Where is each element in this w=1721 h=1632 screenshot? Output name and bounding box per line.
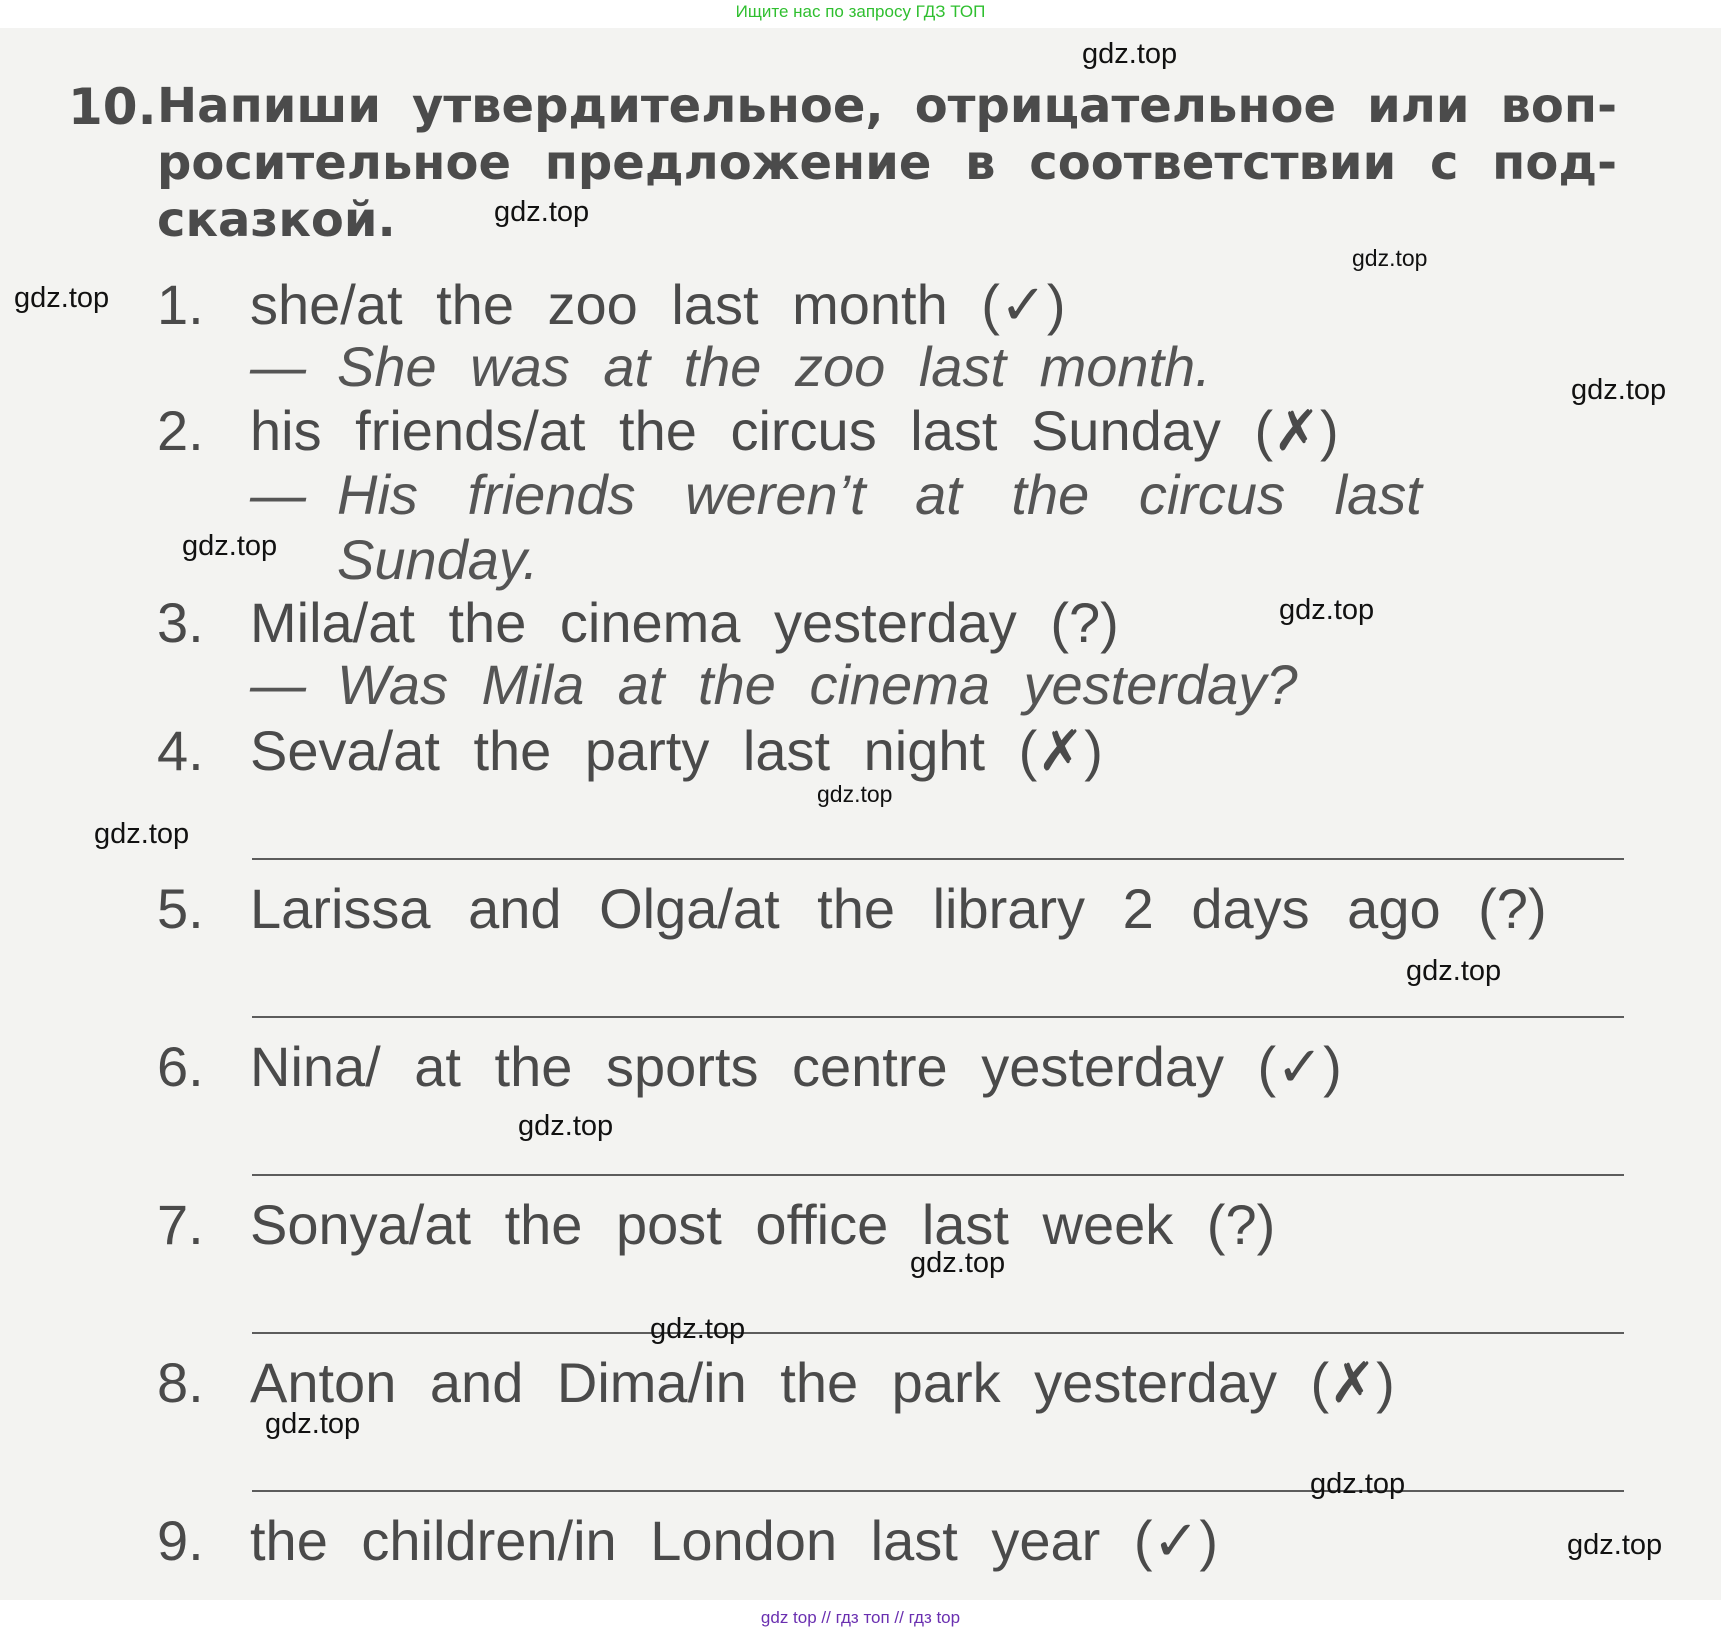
item-number: 8. [157, 1351, 204, 1414]
watermark: gdz.top [650, 1313, 746, 1345]
answer-text: His friends weren’t at the circus last [337, 463, 1422, 526]
item-number: 2. [157, 399, 204, 462]
watermark: gdz.top [14, 282, 110, 314]
task-instruction-line-1: Напиши утвердительное, отрицательное или воп- [157, 78, 1617, 134]
answer-blank-line[interactable] [252, 1332, 1624, 1334]
watermark: gdz.top [182, 530, 278, 562]
answer-blank-line[interactable] [252, 1016, 1624, 1018]
item-prompt: Nina/ at the sports centre yesterday (✓) [250, 1035, 1342, 1098]
watermark: gdz.top [817, 781, 893, 807]
answer-text: Was Mila at the cinema yesterday? [337, 653, 1298, 716]
item-number: 1. [157, 273, 204, 336]
watermark: gdz.top [1082, 38, 1178, 70]
item-prompt: Seva/at the party last night (✗) [250, 719, 1103, 782]
answer-dash: — [250, 653, 306, 716]
item-number: 7. [157, 1193, 204, 1256]
item-prompt: Larissa and Olga/at the library 2 days ago (?) [250, 877, 1547, 940]
watermark: gdz.top [1567, 1529, 1663, 1561]
item-answer [250, 334, 1620, 399]
answer-blank-line[interactable] [252, 1174, 1624, 1176]
task-number: 10. [68, 78, 157, 136]
answer-dash: — [250, 335, 306, 398]
item-number: 4. [157, 719, 204, 782]
watermark: gdz.top [910, 1247, 1006, 1279]
item-number: 3. [157, 591, 204, 654]
item-prompt: she/at the zoo last month (✓) [250, 273, 1066, 336]
top-banner: Ищите нас по запросу ГДЗ ТОП [735, 2, 986, 21]
watermark: gdz.top [265, 1408, 361, 1440]
item-prompt: Sonya/at the post office last week (?) [250, 1193, 1276, 1256]
watermark: gdz.top [518, 1110, 614, 1142]
answer-text: She was at the zoo last month. [337, 335, 1211, 398]
item-number: 5. [157, 877, 204, 940]
watermark: gdz.top [494, 196, 590, 228]
item-number: 9. [157, 1509, 204, 1572]
watermark: gdz.top [94, 818, 190, 850]
watermark: gdz.top [1571, 374, 1667, 406]
watermark: gdz.top [1406, 955, 1502, 987]
item-prompt: the children/in London last year (✓) [250, 1509, 1219, 1572]
task-instruction-line-3: сказкой. [157, 192, 396, 248]
answer-dash: — [250, 463, 306, 526]
watermark: gdz.top [1279, 594, 1375, 626]
watermark: gdz.top [1310, 1468, 1406, 1500]
item-prompt: Mila/at the cinema yesterday (?) [250, 591, 1119, 654]
answer-blank-line[interactable] [252, 858, 1624, 860]
item-answer [250, 462, 1620, 527]
item-answer [250, 652, 1620, 717]
item-prompt: his friends/at the circus last Sunday (✗) [250, 399, 1339, 462]
bottom-banner: gdz top // гдз топ // гдз top [760, 1608, 961, 1627]
answer-blank-line[interactable] [252, 1490, 1624, 1492]
watermark: gdz.top [1352, 245, 1428, 271]
task-instruction-line-2: росительное предложение в соответствии с под- [157, 135, 1617, 191]
item-answer-continuation: Sunday. [337, 528, 539, 591]
item-prompt: Anton and Dima/in the park yesterday (✗) [250, 1351, 1395, 1414]
item-number: 6. [157, 1035, 204, 1098]
